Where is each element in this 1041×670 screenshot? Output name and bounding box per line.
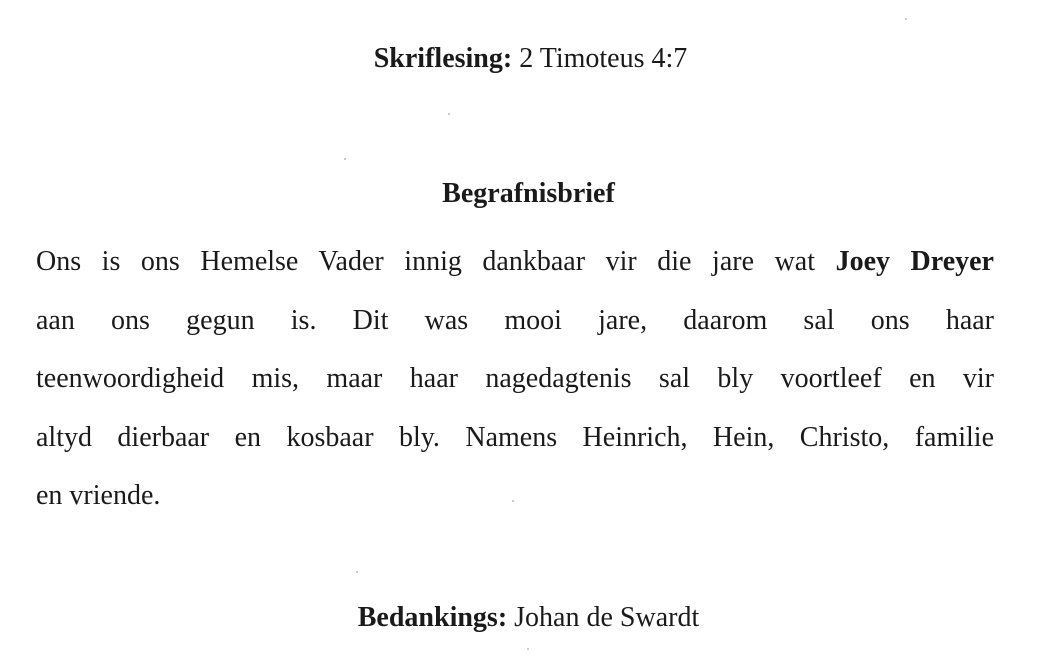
scan-speck [356, 571, 358, 573]
body-line-5: en vriende. [36, 480, 161, 511]
scan-speck [527, 648, 529, 650]
funeral-letter-body [36, 233, 994, 526]
scripture-label: Skriflesing: [373, 43, 513, 74]
thanks-label: Bedankings: [357, 602, 508, 633]
scripture-value: 2 Timoteus 4:7 [512, 43, 688, 74]
body-line-3: teenwoordigheid mis, maar haar nagedagtenis sal bly voortleef en vir [36, 363, 994, 394]
scan-speck [512, 500, 514, 502]
page-title: Begrafnisbrief [442, 178, 615, 209]
deceased-name: Joey Dreyer [835, 246, 994, 277]
body-line-1 [36, 233, 994, 292]
body-line-4: altyd dierbaar en kosbaar bly. Namens Heinrich, Hein, Christo, familie [36, 421, 994, 453]
scan-speck [905, 18, 907, 20]
body-line-2: aan ons gegun is. Dit was mooi jare, daarom sal ons haar [36, 304, 994, 336]
acknowledgements [8, 601, 1041, 635]
body-line-1-text: Ons is ons Hemelse Vader innig dankbaar vir die jare wat [36, 246, 836, 277]
scan-speck [448, 113, 450, 115]
scan-speck [344, 158, 346, 160]
scripture-reading [10, 42, 1041, 76]
thanks-value: Johan de Swardt [507, 602, 700, 633]
